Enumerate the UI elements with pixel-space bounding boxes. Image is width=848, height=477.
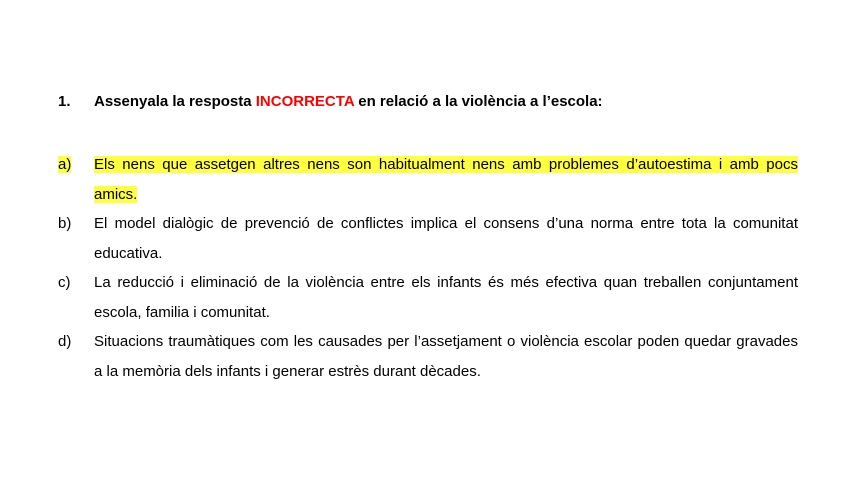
question (58, 92, 798, 112)
option-letter: b) (58, 215, 72, 232)
question-text-before: Assenyala la resposta (94, 93, 256, 110)
option-letter: c) (58, 274, 71, 291)
option-d (58, 327, 798, 386)
option-a (58, 150, 798, 209)
question-number: 1. (58, 93, 71, 110)
question-text (94, 92, 603, 112)
option-text: Els nens que assetgen altres nens son habitualment nens amb problemes d’autoestima i amb pocs amics. (94, 156, 798, 203)
option-text: El model dialògic de prevenció de conflictes implica el consens d’una norma entre tota la comunitat educativa. (94, 215, 798, 262)
option-b (58, 209, 798, 268)
answer-options-list (58, 150, 798, 386)
question-incorrecta-word: INCORRECTA (255, 93, 355, 110)
question-text-after: en relació a la violència a l’escola: (354, 93, 603, 110)
option-letter: a) (58, 156, 72, 173)
option-text: La reducció i eliminació de la violència entre els infants és més efectiva quan treballen conjuntament escola, familia i comunitat. (94, 274, 798, 321)
option-letter: d) (58, 333, 72, 350)
option-text: Situacions traumàtiques com les causades per l’assetjament o violència escolar poden quedar gravades a la memòria dels infants i generar estrès durant dècades. (94, 333, 798, 380)
option-c (58, 268, 798, 327)
